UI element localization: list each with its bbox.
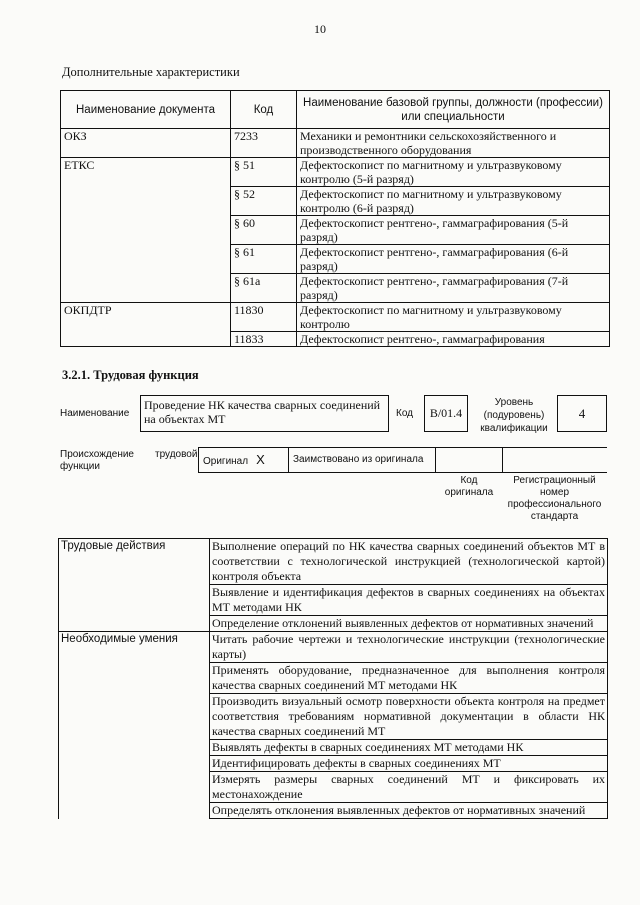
section-heading: Дополнительные характеристики [62, 65, 240, 79]
cell-code: 11830 [231, 303, 297, 332]
table-row [59, 616, 608, 632]
list-item: Определять отклонения выявленных дефектов от нормативных значений [210, 803, 608, 819]
cell-name: Дефектоскопист рентгено-, гаммаграфирования (5-й разряд) [297, 216, 610, 245]
table-row [59, 632, 608, 663]
code-original-caption: Код оригинала [444, 475, 494, 498]
group-label-continuation [59, 772, 210, 803]
original-mark: X [256, 452, 265, 467]
group-label-continuation [59, 616, 210, 632]
table-row [61, 158, 610, 187]
original-box [198, 447, 289, 473]
group-label-continuation [59, 585, 210, 616]
list-item: Читать рабочие чертежи и технологические инструкции (технологические карты) [210, 632, 608, 663]
page-number: 10 [314, 22, 326, 36]
cell-name: Дефектоскопист по магнитному и ультразвуковому контролю (6-й разряд) [297, 187, 610, 216]
cell-document [61, 332, 231, 347]
list-item: Идентифицировать дефекты в сварных соединениях МТ [210, 756, 608, 772]
cell-name: Дефектоскопист по магнитному и ультразвуковому контролю [297, 303, 610, 332]
cell-code: § 51 [231, 158, 297, 187]
cell-code: § 60 [231, 216, 297, 245]
reg-number-caption: Регистрационный номер профессионального стандарта [507, 475, 602, 522]
cell-code: § 61а [231, 274, 297, 303]
original-code-box [435, 447, 503, 473]
actions-skills-table [58, 538, 608, 819]
table-row [59, 539, 608, 585]
table-row [59, 740, 608, 756]
list-item: Выявлять дефекты в сварных соединениях МТ методами НК [210, 740, 608, 756]
table-row [61, 303, 610, 332]
function-name: Проведение НК качества сварных соединений на объектах МТ [144, 398, 381, 426]
function-heading: 3.2.1. Трудовая функция [62, 368, 199, 382]
name-label: Наименование [60, 408, 130, 419]
cell-code: 11833 [231, 332, 297, 347]
borrowed-box [288, 447, 436, 473]
cell-document: ОКЗ [61, 129, 231, 158]
origin-label-right: трудовой [155, 449, 198, 460]
header-document: Наименование документа [61, 91, 231, 129]
group-label-continuation [59, 740, 210, 756]
table-row [61, 332, 610, 347]
original-label: Оригинал [203, 456, 249, 467]
table-row [59, 585, 608, 616]
cell-name: Дефектоскопист рентгено-, гаммаграфирования [297, 332, 610, 347]
table-row [61, 129, 610, 158]
group-label-continuation [59, 803, 210, 819]
level-label: Уровень (подуровень) квалификации [480, 397, 548, 434]
group-label-continuation [59, 663, 210, 694]
table-row [61, 274, 610, 303]
table-row [59, 756, 608, 772]
table-row [61, 245, 610, 274]
group-label-continuation [59, 694, 210, 740]
list-item: Производить визуальный осмотр поверхности объекта контроля на предмет соответствия требованиям нормативной документации в области НК качества сварных соединений МТ [210, 694, 608, 740]
list-item: Определение отклонений выявленных дефектов от нормативных значений [210, 616, 608, 632]
group-label-actions: Трудовые действия [59, 539, 210, 585]
list-item: Выполнение операций по НК качества сварных соединений объектов МТ в соответствии с технологической инструкцией (технологической картой) контроля объекта [210, 539, 608, 585]
cell-name: Дефектоскопист рентгено-, гаммаграфирования (6-й разряд) [297, 245, 610, 274]
header-code: Код [231, 91, 297, 129]
cell-document: ЕТКС [61, 158, 231, 187]
code-label: Код [396, 408, 414, 419]
table-row [59, 663, 608, 694]
function-name-box [140, 395, 389, 432]
cell-document [61, 245, 231, 274]
cell-name: Механики и ремонтники сельскохозяйственного и производственного оборудования [297, 129, 610, 158]
group-label-skills: Необходимые умения [59, 632, 210, 663]
code-box [424, 395, 468, 432]
cell-code: § 61 [231, 245, 297, 274]
cell-name: Дефектоскопист рентгено-, гаммаграфирования (7-й разряд) [297, 274, 610, 303]
list-item: Измерять размеры сварных соединений МТ и фиксировать их местонахождение [210, 772, 608, 803]
list-item: Применять оборудование, предназначенное для выполнения контроля качества сварных соединений МТ методами НК [210, 663, 608, 694]
level-value: 4 [578, 406, 586, 421]
cell-document [61, 187, 231, 216]
cell-code: 7233 [231, 129, 297, 158]
cell-document [61, 274, 231, 303]
cell-document: ОКПДТР [61, 303, 231, 332]
group-label-continuation [59, 756, 210, 772]
function-code: В/01.4 [429, 406, 463, 420]
list-item: Выявление и идентификация дефектов в сварных соединениях на объектах МТ методами НК [210, 585, 608, 616]
header-name: Наименование базовой группы, должности (профессии) или специальности [297, 91, 610, 129]
cell-code: § 52 [231, 187, 297, 216]
reg-number-box [502, 447, 607, 473]
level-box [557, 395, 607, 432]
table-row [61, 187, 610, 216]
table-row [59, 803, 608, 819]
table-row [59, 772, 608, 803]
origin-label: Происхождение функции [60, 449, 134, 472]
cell-document [61, 216, 231, 245]
table-row [61, 216, 610, 245]
table-row [59, 694, 608, 740]
cell-name: Дефектоскопист по магнитному и ультразвуковому контролю (5-й разряд) [297, 158, 610, 187]
borrowed-label: Заимствовано из оригинала [293, 454, 424, 465]
classification-table [60, 90, 610, 347]
